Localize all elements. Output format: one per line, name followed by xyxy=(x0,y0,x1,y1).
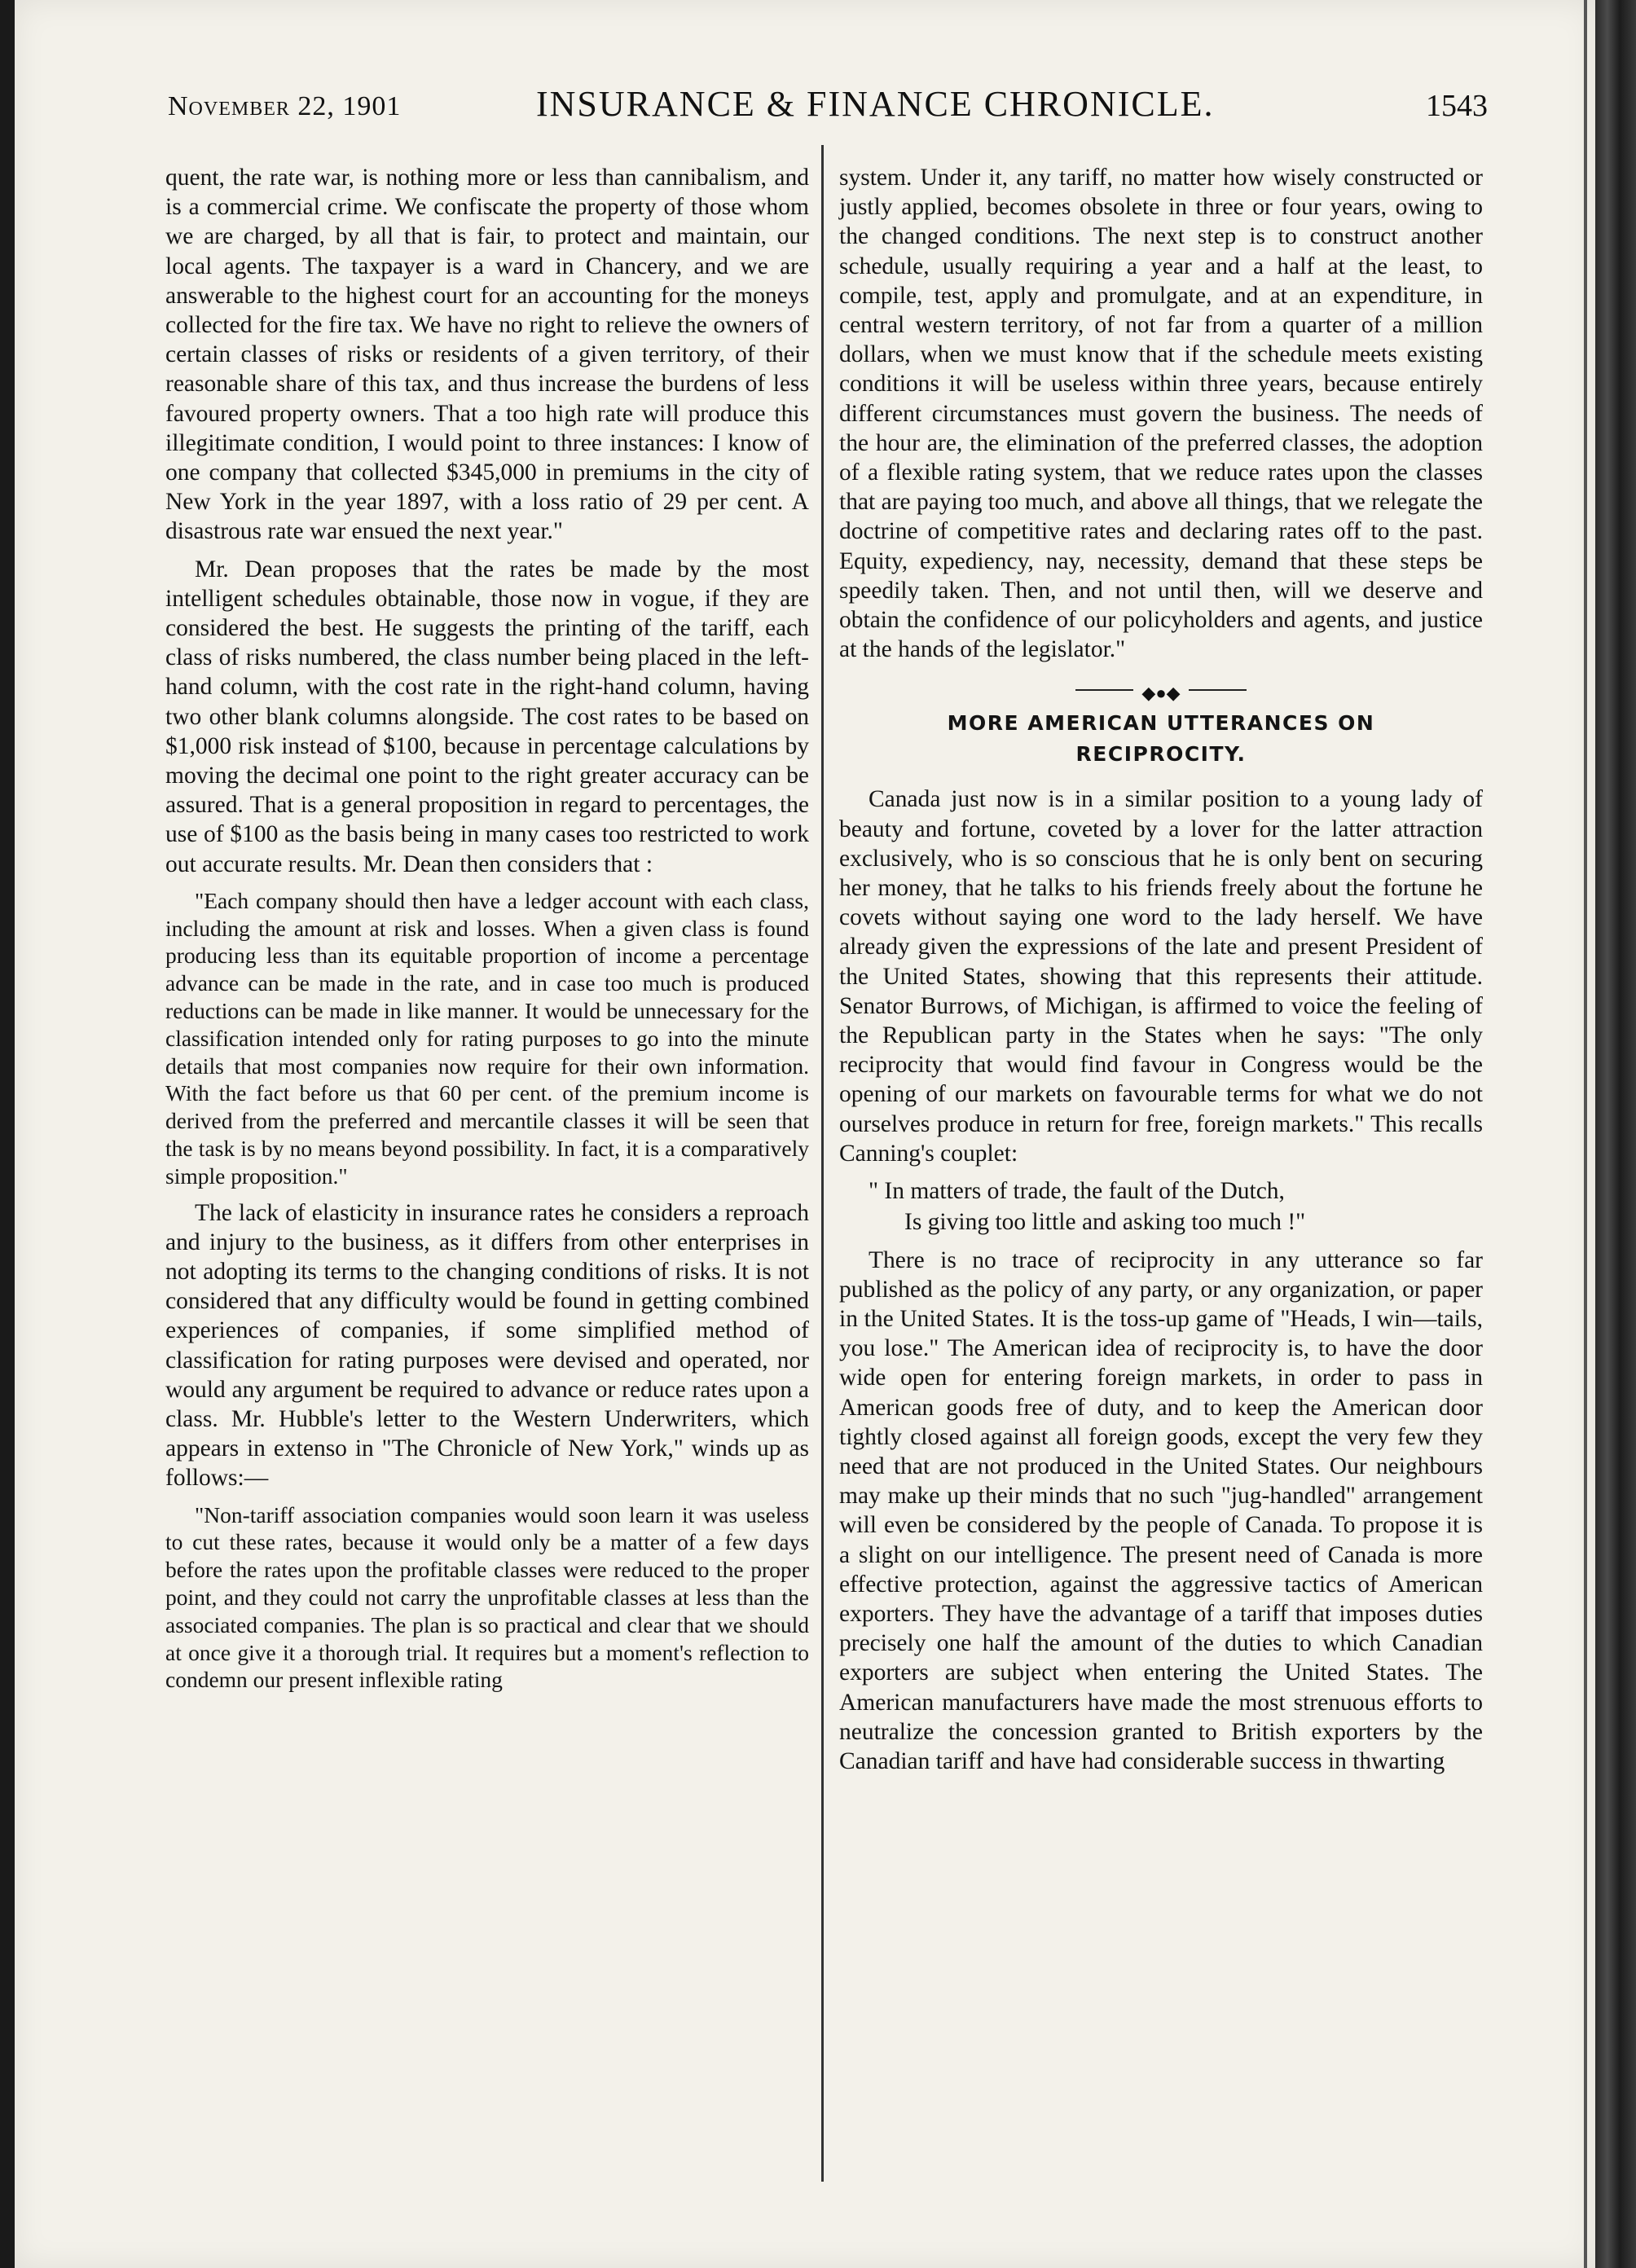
verse-line-2: Is giving too little and asking too much !" xyxy=(904,1209,1306,1236)
page-edge-rule xyxy=(1584,0,1587,2268)
left-quote-paragraph-5: "Non-tariff association companies would soon learn it was useless to cut these rates, because it would only be a matter of a few days before the rates upon the profitable classes were reduced to the proper point, and they could not carry the unprofitable classes at less than the associated companies. The plan is so practical and clear that we should at once give it a thorough trial. It requires but a moment's reflection to condemn our present inflexible rating xyxy=(165,1501,809,1693)
headline-line-1: MORE AMERICAN UTTERANCES ON xyxy=(947,711,1375,736)
verse-line-1: " In matters of trade, the fault of the Dutch, xyxy=(869,1178,1285,1205)
right-paragraph-3: There is no trace of reciprocity in any utterance so far published as the policy of any party, or any organization, or paper in the United States. It is the toss-up game of "Heads, I win—tails, you lose." The American idea of reciprocity is, to have the door wide open for entering foreign markets, in order to pass in American goods free of duty, and to keep the American door tightly closed against all foreign goods, except the very few they need that are not produced in the United States. Our neighbours may make up their minds that no such "jug-handled" arrangement will even be considered by the people of Canada. To propose it is a slight on our intelligence. The present need of Canada is more effective protection, against the aggressive tactics of American exporters. They have the advantage of a tariff that imposes duties precisely one half the amount of the duties to which Canadian exporters are subject when entering the United States. The American manufacturers have made the most strenuous efforts to neutralize the concession granted to British exporters by the Canadian tariff and have had considerable success in thwarting xyxy=(839,1246,1483,1774)
column-divider-rule xyxy=(821,145,824,2182)
newspaper-page xyxy=(15,0,1595,2268)
binding-edge xyxy=(1595,0,1636,2268)
left-paragraph-2: Mr. Dean proposes that the rates be made by the most intelligent schedules obtainable, those now in vogue, if they are considered the best. He suggests the printing of the tariff, each class of risks numbered, the class number being placed in the left-hand column, with the cost rate in the right-hand column, having two other blank columns alongside. The cost rates to be based on $1,000 risk instead of $100, because in percentage calculations by moving the decimal one point to the right greater accuracy can be assured. That is a general proposition in regard to percentages, the use of $100 as the basis being in many cases too restricted to work out accurate results. Mr. Dean then considers that : xyxy=(165,556,809,877)
headline-line-2: RECIPROCITY. xyxy=(1075,742,1247,767)
issue-date: November 22, 1901 xyxy=(168,91,402,121)
right-paragraph-1: system. Under it, any tariff, no matter how wisely constructed or justly applied, becomes obsolete in three or four years, owing to the changed conditions. The next step is to construct another schedule, usually requiring a year and a half at the least, to compile, test, apply and promulgate, and at an expenditure, in central western territory, of not far from a quarter of a million dollars, when we must know that if the schedule meets existing conditions it will be useless within three years, because entirely different circumstances must govern the business. The needs of the hour are, the elimination of the preferred classes, the adoption of a flexible rating system, that we reduce rates upon the classes that are paying too much, and above all things, that we relegate the doctrine of competitive rates and declaring rates off to the past. Equity, expediency, nay, necessity, demand that these steps be speedily taken. Then, and not until then, will we deserve and obtain the confidence of our policyholders and agents, and justice at the hands of the legislator." xyxy=(839,165,1483,663)
divider-ornament-icon: ◆●◆ xyxy=(1133,679,1188,708)
ornament-divider xyxy=(839,682,1483,704)
article-headline xyxy=(839,708,1483,770)
page-number: 1543 xyxy=(1426,89,1488,123)
page-header xyxy=(153,81,1497,130)
right-column xyxy=(839,163,1483,1784)
left-column xyxy=(165,163,809,1702)
publication-title: INSURANCE & FINANCE CHRONICLE. xyxy=(536,84,1215,124)
left-paragraph-4: The lack of elasticity in insurance rates he considers a reproach and injury to the business, as it differs from other enterprises in not adopting its terms to the changing conditions of risks. It is not considered that any difficulty would be found in getting combined experiences of companies, if some simplified method of classification for rating purposes were devised and operated, nor would any argument be required to advance or reduce rates upon a class. Mr. Hubble's letter to the Western Underwriters, which appears in extenso in "The Chronicle of New York," winds up as follows:— xyxy=(165,1199,809,1492)
left-quote-paragraph-3: "Each company should then have a ledger account with each class, including the amount at risk and losses. When a given class is found producing less than its equitable proportion of income a percentage advance can be made in the rate, and in case too much is produced reductions can be made in like manner. It would be unnecessary for the classification intended only for rating purposes to go into the minute details that most companies now require for their own information. With the fact before us that 60 per cent. of the premium income is derived from the preferred and mercantile classes it will be seen that the task is by no means beyond possibility. In fact, it is a comparatively simple proposition." xyxy=(165,887,809,1189)
right-paragraph-2: Canada just now is in a similar position to a young lady of beauty and fortune, coveted by a lover for the latter attraction exclusively, who is so conscious that he is only bent on securing her money, that he talks to his friends freely about the fortune he covets without saying one word to the lady herself. We have already given the expressions of the late and present President of the United States, showing that this represents their attitude. Senator Burrows, of Michigan, is affirmed to voice the feeling of the Republican party in the States when he says: "The only reciprocity that would find favour in Congress would be the opening of our markets on favourable terms for what we do not ourselves produce in return for free, foreign markets." This recalls Canning's couplet: xyxy=(839,786,1483,1167)
left-paragraph-1: quent, the rate war, is nothing more or less than cannibalism, and is a commercial crime. We confiscate the property of those whom we are charged, by all that is fair, to protect and maintain, our local agents. The taxpayer is a ward in Chancery, and we are answerable to the highest court for an accounting for the moneys collected for the fire tax. We have no right to relieve the owners of certain classes of risks or residents of a given territory, of their reasonable share of this tax, and thus increase the burdens of less favoured property owners. That a too high rate will produce this illegitimate condition, I would point to three instances: I know of one company that collected $345,000 in premiums in the city of New York in the year 1897, with a loss ratio of 29 per cent. A disastrous rate war ensued the next year." xyxy=(165,165,809,545)
